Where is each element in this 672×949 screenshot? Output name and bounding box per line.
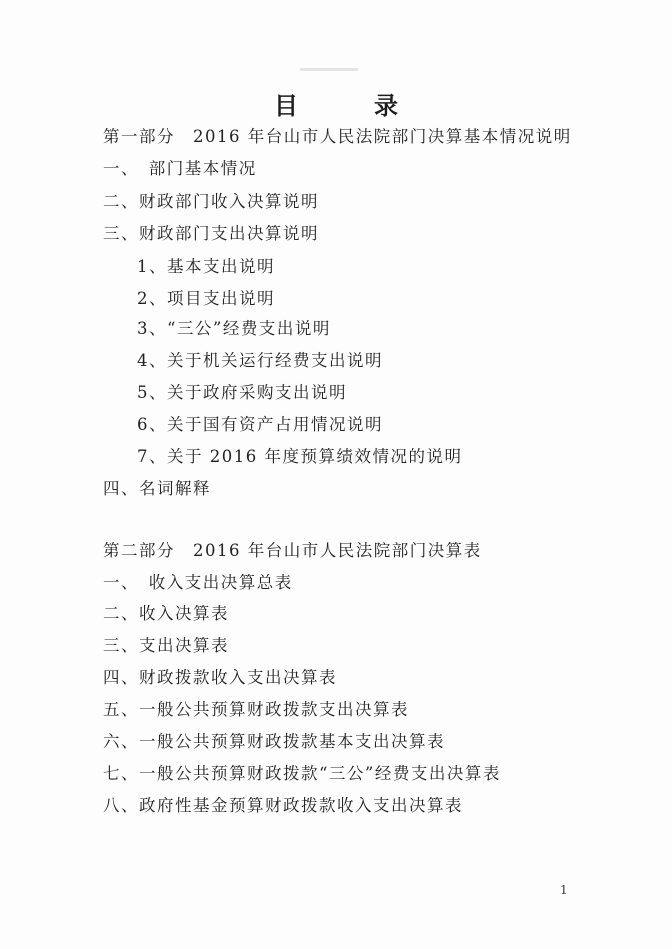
part2-heading: 第二部分 2016 年台山市人民法院部门决算表 xyxy=(103,541,482,560)
part2-item-1: 一、 收入支出决算总表 xyxy=(103,573,293,592)
part1-subitem-6: 6、关于国有资产占用情况说明 xyxy=(137,415,383,434)
part2-item-2: 二、收入决算表 xyxy=(103,604,229,623)
part1-subitem-1: 1、基本支出说明 xyxy=(137,257,275,276)
part1-item-3: 三、财政部门支出决算说明 xyxy=(103,224,319,243)
scan-artifact xyxy=(300,68,358,71)
page-number: 1 xyxy=(560,883,568,897)
part1-subitem-2: 2、项目支出说明 xyxy=(137,289,275,308)
part2-item-6: 六、一般公共预算财政拨款基本支出决算表 xyxy=(103,732,445,751)
part1-item-2: 二、财政部门收入决算说明 xyxy=(103,192,319,211)
part2-item-4: 四、财政拨款收入支出决算表 xyxy=(103,668,337,687)
part1-heading: 第一部分 2016 年台山市人民法院部门决算基本情况说明 xyxy=(103,127,572,146)
part1-subitem-5: 5、关于政府采购支出说明 xyxy=(137,383,347,402)
part2-item-7: 七、一般公共预算财政拨款“三公”经费支出决算表 xyxy=(103,764,501,783)
part1-subitem-7: 7、关于 2016 年度预算绩效情况的说明 xyxy=(137,447,463,466)
part2-item-5: 五、一般公共预算财政拨款支出决算表 xyxy=(103,700,409,719)
part1-subitem-4: 4、关于机关运行经费支出说明 xyxy=(137,351,383,370)
part2-item-8: 八、政府性基金预算财政拨款收入支出决算表 xyxy=(103,796,463,815)
toc-title: 目 录 xyxy=(274,91,424,120)
part1-subitem-3: 3、“三公”经费支出说明 xyxy=(137,319,331,338)
part1-item-1: 一、 部门基本情况 xyxy=(103,159,257,178)
part2-item-3: 三、支出决算表 xyxy=(103,636,229,655)
part1-item-4: 四、名词解释 xyxy=(103,479,211,498)
